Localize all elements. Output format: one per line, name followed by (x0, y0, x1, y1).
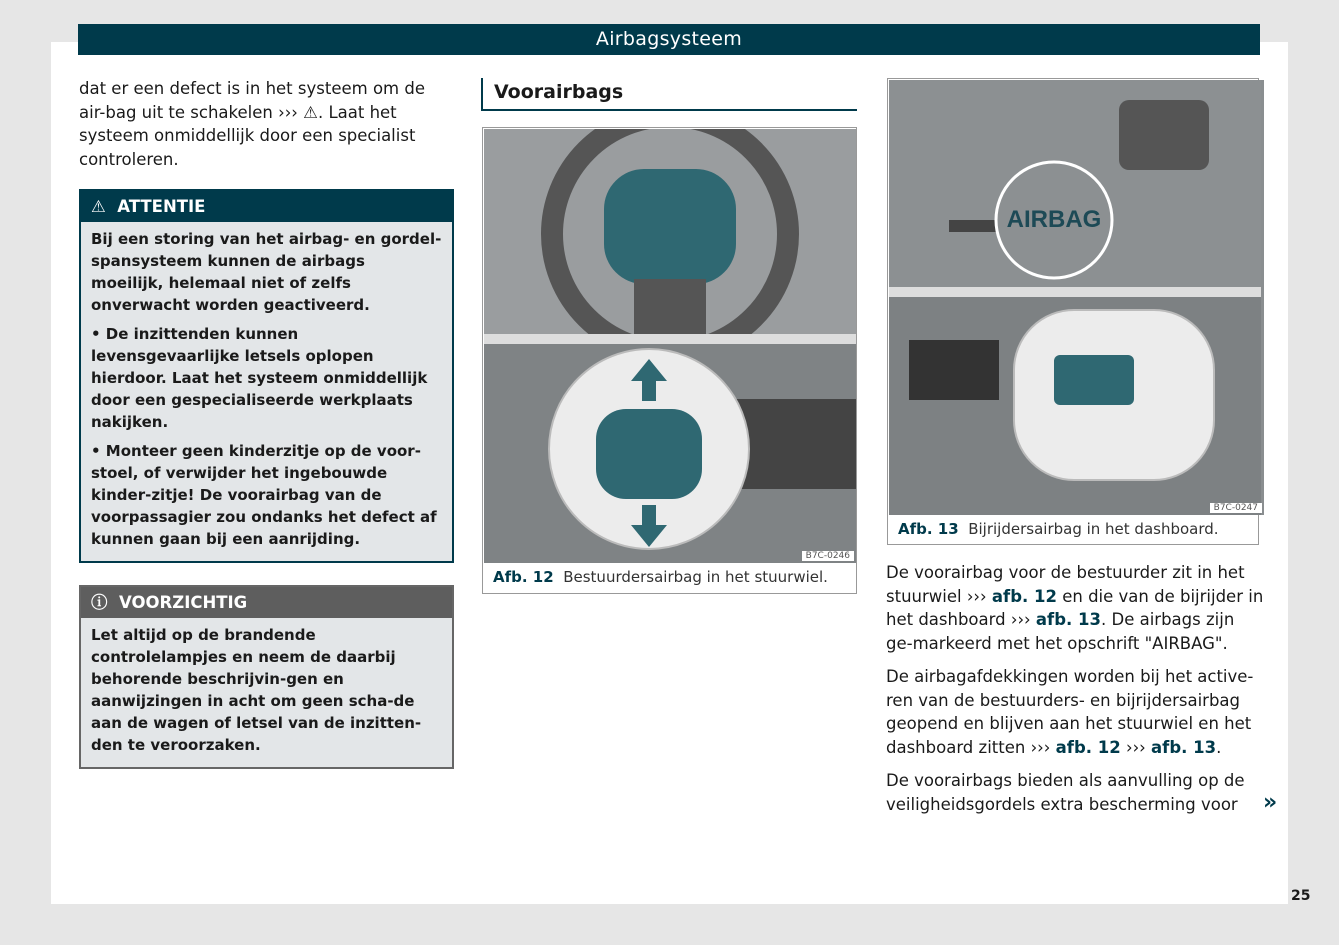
figure-12 (482, 127, 857, 594)
text: De airbagafdekkingen worden bij het active-ren van de bestuurders- en bijrijdersairbag geopend en blijven aan het stuurwiel en het dashboard zitten (886, 667, 1254, 757)
figure-12-link[interactable]: afb. 12 (991, 586, 1057, 606)
figure-code: B7C-0246 (802, 551, 854, 561)
attentie-bullet: • De inzittenden kunnen levensgevaarlijke letsels oplopen hierdoor. Laat het systeem onmiddellijk door een gespecialiseerde werkplaats nakijken. (91, 325, 428, 431)
figure-12-link[interactable]: afb. 12 (1055, 737, 1121, 757)
section-header: Airbagsysteem (78, 24, 1260, 55)
section-heading: Voorairbags (481, 78, 857, 111)
airbag-label: AIRBAG (1006, 206, 1102, 233)
arrows: ››› (1030, 737, 1051, 757)
figure-13-link[interactable]: afb. 13 (1035, 610, 1102, 629)
caption-text: Bestuurdersairbag in het stuurwiel. (563, 568, 828, 586)
arrows: ››› (1010, 610, 1031, 629)
attentie-box (79, 189, 454, 563)
paragraph (886, 561, 1266, 655)
intro-text-end: . Laat het systeem onmiddellijk door een specialist controleren. (79, 102, 416, 169)
page-number: 25 (1291, 888, 1311, 904)
attentie-text: Bij een storing van het airbag- en gordel-spansysteem kunnen de airbags moeilijk, helemaal niet of zelfs onverwacht worden geactiveerd. (91, 230, 442, 314)
text: . (1216, 737, 1222, 757)
intro-paragraph (79, 77, 454, 171)
figure-13 (887, 78, 1259, 545)
passenger-airbag-image (889, 80, 1264, 515)
attentie-title: ATTENTIE (117, 197, 206, 216)
text: De voorairbag voor de bestuurder zit in het stuurwiel (886, 563, 1245, 606)
arrows-link[interactable]: ››› (278, 102, 298, 122)
paragraph (886, 665, 1266, 759)
figure-label: Afb. 12 (493, 568, 554, 586)
steering-wheel-illustration (484, 129, 856, 563)
dashboard-airbag-illustration (889, 80, 1261, 515)
caption-text: Bijrijdersairbag in het dashboard. (968, 520, 1219, 538)
paragraph: De voorairbags bieden als aanvulling op de veiligheidsgordels extra bescherming voor (886, 771, 1245, 814)
figure-13-link[interactable]: afb. 13 (1151, 737, 1217, 757)
warning-icon[interactable]: ⚠ (303, 102, 318, 122)
figure-code: B7C-0247 (1210, 503, 1262, 513)
text: en die van de bijrijder in het dashboard (886, 586, 1264, 629)
voorzichtig-header (81, 587, 452, 618)
arrows: ››› (1125, 737, 1146, 757)
attentie-bullet: • Monteer geen kinderzitje op de voor-stoel, of verwijder het ingebouwde kinder-zitje! De voorairbag van de voorpassagier zou ondanks het defect af kunnen gaan bij een aanrijding. (91, 442, 437, 548)
voorzichtig-box (79, 585, 454, 769)
attentie-header (81, 191, 452, 222)
figure-caption (493, 568, 828, 586)
continue-icon: » (1263, 790, 1278, 815)
column-right (886, 561, 1266, 826)
figure-label: Afb. 13 (898, 520, 959, 538)
text: . De airbags zijn ge-markeerd met het opschrift "AIRBAG". (886, 610, 1235, 653)
voorzichtig-text: Let altijd op de brandende controlelampjes en neem de daarbij behorende beschrijvin-gen en aanwijzingen in acht om geen scha-de aan de wagen of letsel van de inzitten-den te veroorzaken. (91, 626, 422, 754)
warning-triangle-icon: ⚠ (91, 197, 106, 216)
voorzichtig-title: VOORZICHTIG (119, 593, 248, 612)
arrows: ››› (966, 586, 987, 606)
figure-caption (898, 520, 1219, 538)
info-circle-icon: ⓘ (91, 593, 108, 612)
steering-wheel-airbag-image (484, 129, 856, 563)
column-left (79, 77, 454, 769)
intro-text: dat er een defect is in het systeem om de air-bag uit te schakelen (79, 79, 425, 122)
